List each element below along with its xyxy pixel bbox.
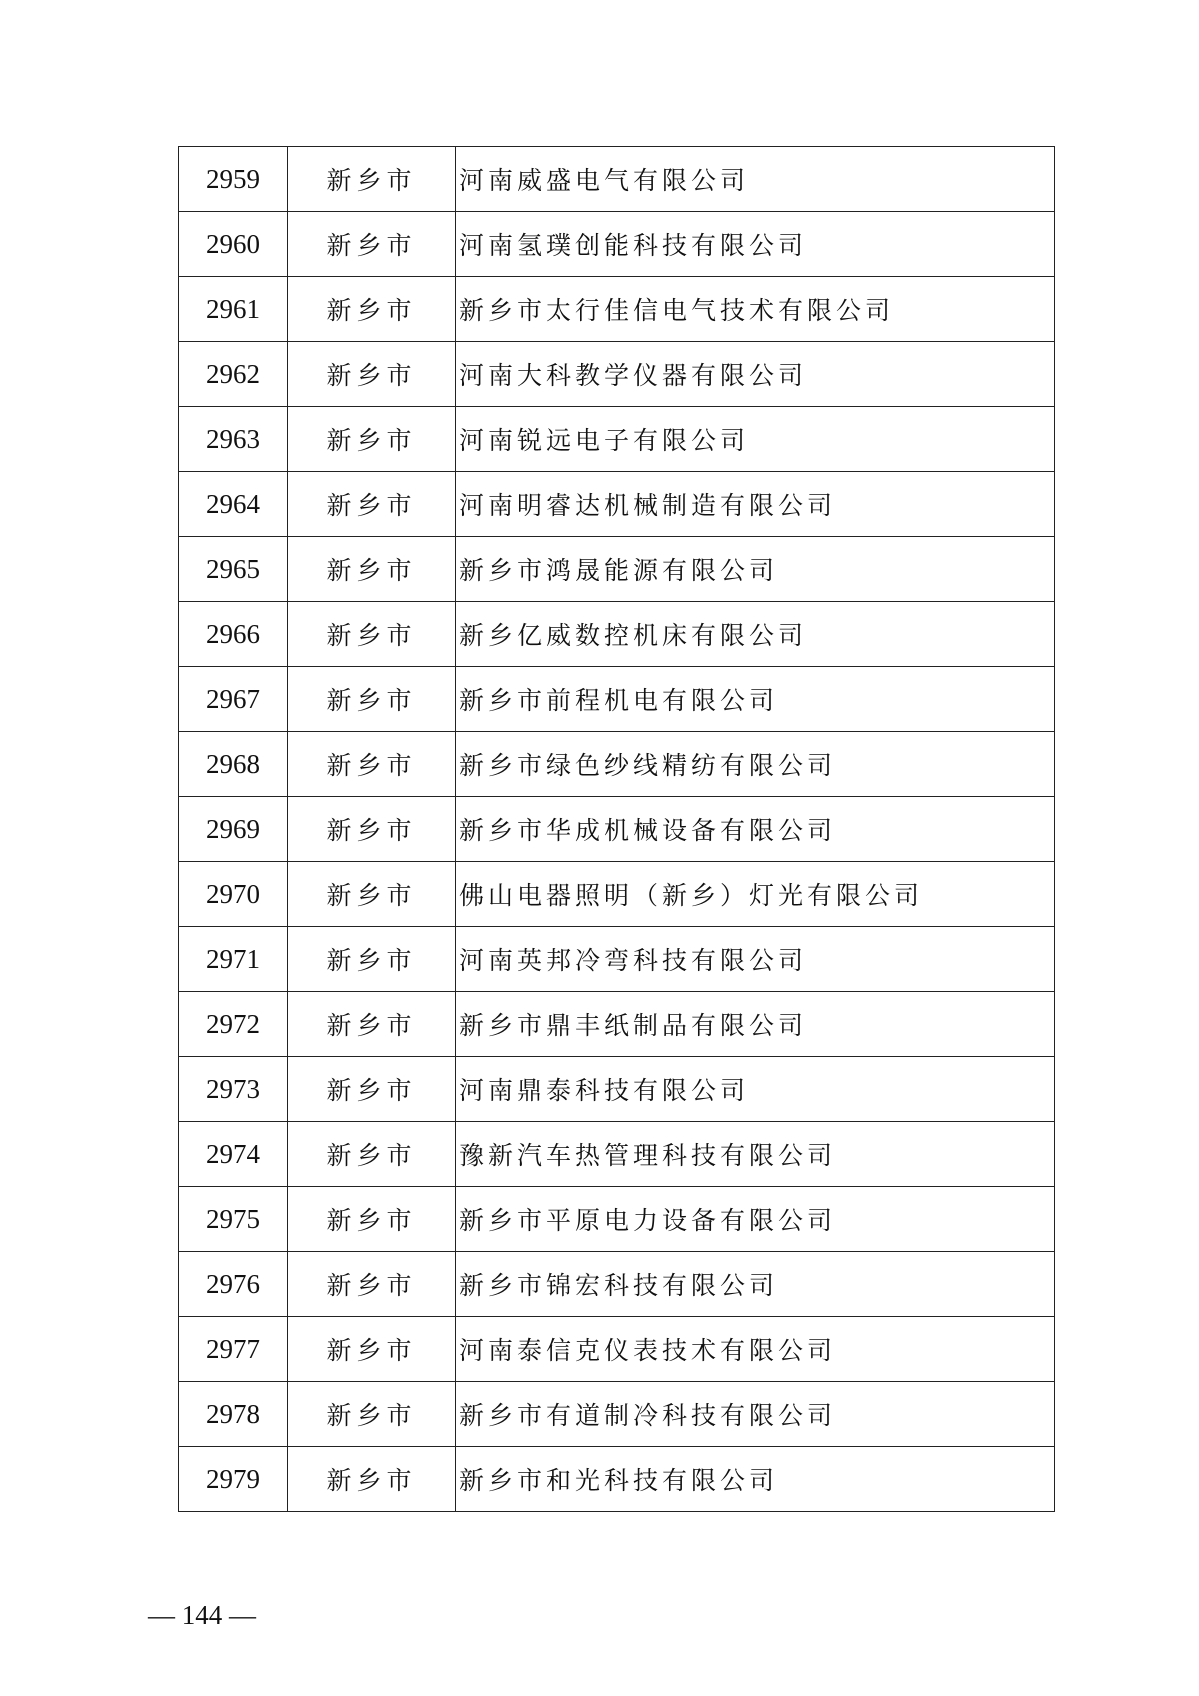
city-cell: 新乡市 <box>288 407 456 472</box>
city-cell: 新乡市 <box>288 992 456 1057</box>
row-number-cell: 2966 <box>179 602 288 667</box>
table-row <box>179 667 1055 732</box>
city-cell: 新乡市 <box>288 1057 456 1122</box>
page-number: — 144 — <box>148 1600 256 1630</box>
city-cell: 新乡市 <box>288 1447 456 1512</box>
table-row <box>179 1252 1055 1317</box>
company-name-cell: 新乡市华成机械设备有限公司 <box>456 797 1055 862</box>
table-row <box>179 147 1055 212</box>
table-row <box>179 407 1055 472</box>
city-cell: 新乡市 <box>288 277 456 342</box>
table-row <box>179 1317 1055 1382</box>
table-row <box>179 1382 1055 1447</box>
city-cell: 新乡市 <box>288 862 456 927</box>
city-cell: 新乡市 <box>288 602 456 667</box>
table-row <box>179 472 1055 537</box>
row-number-cell: 2979 <box>179 1447 288 1512</box>
row-number-cell: 2970 <box>179 862 288 927</box>
table-row <box>179 1057 1055 1122</box>
city-cell: 新乡市 <box>288 732 456 797</box>
city-cell: 新乡市 <box>288 212 456 277</box>
company-list-table <box>178 146 1055 1512</box>
row-number-cell: 2963 <box>179 407 288 472</box>
row-number-cell: 2973 <box>179 1057 288 1122</box>
city-cell: 新乡市 <box>288 667 456 732</box>
row-number-cell: 2962 <box>179 342 288 407</box>
row-number-cell: 2976 <box>179 1252 288 1317</box>
company-name-cell: 河南威盛电气有限公司 <box>456 147 1055 212</box>
table-row <box>179 1187 1055 1252</box>
company-name-cell: 新乡市平原电力设备有限公司 <box>456 1187 1055 1252</box>
city-cell: 新乡市 <box>288 472 456 537</box>
company-name-cell: 新乡市太行佳信电气技术有限公司 <box>456 277 1055 342</box>
city-cell: 新乡市 <box>288 342 456 407</box>
company-name-cell: 河南大科教学仪器有限公司 <box>456 342 1055 407</box>
company-name-cell: 豫新汽车热管理科技有限公司 <box>456 1122 1055 1187</box>
company-name-cell: 河南锐远电子有限公司 <box>456 407 1055 472</box>
city-cell: 新乡市 <box>288 1122 456 1187</box>
company-name-cell: 新乡市锦宏科技有限公司 <box>456 1252 1055 1317</box>
row-number-cell: 2959 <box>179 147 288 212</box>
row-number-cell: 2969 <box>179 797 288 862</box>
company-name-cell: 新乡市有道制冷科技有限公司 <box>456 1382 1055 1447</box>
city-cell: 新乡市 <box>288 1187 456 1252</box>
city-cell: 新乡市 <box>288 147 456 212</box>
company-name-cell: 新乡亿威数控机床有限公司 <box>456 602 1055 667</box>
company-name-cell: 河南明睿达机械制造有限公司 <box>456 472 1055 537</box>
city-cell: 新乡市 <box>288 1317 456 1382</box>
company-name-cell: 河南泰信克仪表技术有限公司 <box>456 1317 1055 1382</box>
city-cell: 新乡市 <box>288 1252 456 1317</box>
table-row <box>179 212 1055 277</box>
table-row <box>179 537 1055 602</box>
row-number-cell: 2974 <box>179 1122 288 1187</box>
city-cell: 新乡市 <box>288 927 456 992</box>
company-name-cell: 新乡市前程机电有限公司 <box>456 667 1055 732</box>
row-number-cell: 2965 <box>179 537 288 602</box>
table-row <box>179 732 1055 797</box>
table-row <box>179 1447 1055 1512</box>
city-cell: 新乡市 <box>288 537 456 602</box>
table-row <box>179 602 1055 667</box>
row-number-cell: 2967 <box>179 667 288 732</box>
company-name-cell: 新乡市绿色纱线精纺有限公司 <box>456 732 1055 797</box>
row-number-cell: 2977 <box>179 1317 288 1382</box>
row-number-cell: 2968 <box>179 732 288 797</box>
table-row <box>179 797 1055 862</box>
table-row <box>179 992 1055 1057</box>
company-name-cell: 新乡市鸿晟能源有限公司 <box>456 537 1055 602</box>
city-cell: 新乡市 <box>288 797 456 862</box>
row-number-cell: 2978 <box>179 1382 288 1447</box>
company-name-cell: 新乡市鼎丰纸制品有限公司 <box>456 992 1055 1057</box>
city-cell: 新乡市 <box>288 1382 456 1447</box>
row-number-cell: 2975 <box>179 1187 288 1252</box>
table-row <box>179 862 1055 927</box>
table-row <box>179 342 1055 407</box>
row-number-cell: 2964 <box>179 472 288 537</box>
company-name-cell: 河南氢璞创能科技有限公司 <box>456 212 1055 277</box>
table-row <box>179 277 1055 342</box>
company-name-cell: 河南鼎泰科技有限公司 <box>456 1057 1055 1122</box>
row-number-cell: 2961 <box>179 277 288 342</box>
company-name-cell: 佛山电器照明（新乡）灯光有限公司 <box>456 862 1055 927</box>
row-number-cell: 2971 <box>179 927 288 992</box>
company-name-cell: 新乡市和光科技有限公司 <box>456 1447 1055 1512</box>
row-number-cell: 2960 <box>179 212 288 277</box>
row-number-cell: 2972 <box>179 992 288 1057</box>
table-body <box>179 147 1055 1512</box>
table-row <box>179 1122 1055 1187</box>
company-name-cell: 河南英邦冷弯科技有限公司 <box>456 927 1055 992</box>
table-row <box>179 927 1055 992</box>
